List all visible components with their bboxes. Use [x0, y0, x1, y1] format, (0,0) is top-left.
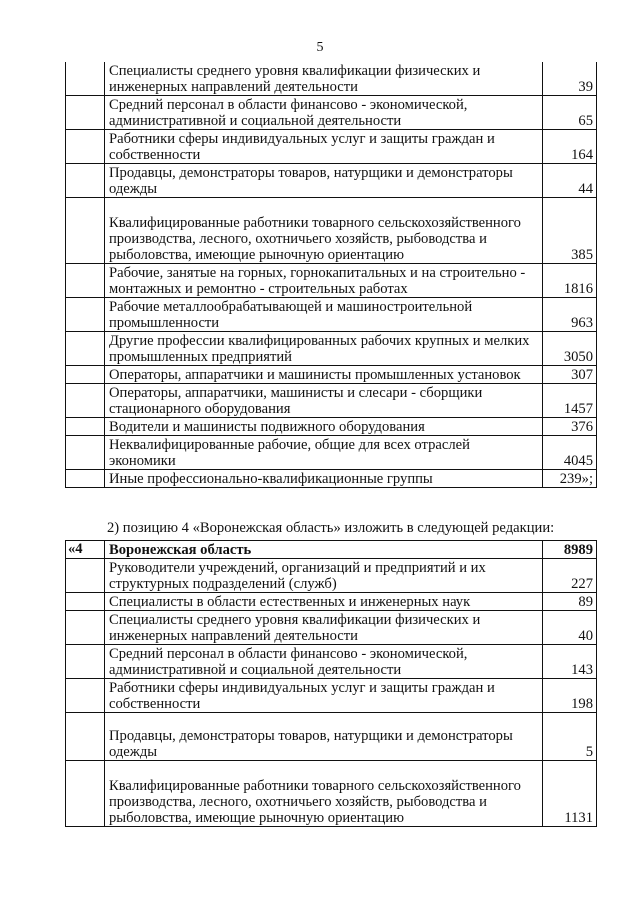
- row-number-cell: [66, 559, 105, 593]
- quota-value-cell: 164: [543, 130, 597, 164]
- quota-value-cell: 44: [543, 164, 597, 198]
- occupation-name-cell: Неквалифицированные рабочие, общие для всех отраслей экономики: [105, 436, 543, 470]
- quota-value-cell: 227: [543, 559, 597, 593]
- row-number-cell: [66, 679, 105, 713]
- table-row: [66, 62, 597, 96]
- occupation-name-cell: Операторы, аппаратчики и машинисты промышленных установок: [105, 366, 543, 384]
- quota-value-cell: 4045: [543, 436, 597, 470]
- table-row: [66, 611, 597, 645]
- row-number-cell: [66, 713, 105, 761]
- quota-value-cell: 963: [543, 298, 597, 332]
- occupation-name-cell: Рабочие металлообрабатывающей и машиностроительной промышленности: [105, 298, 543, 332]
- row-number-cell: [66, 62, 105, 96]
- table-row: [66, 366, 597, 384]
- quota-value-cell: 5: [543, 713, 597, 761]
- row-number-cell: [66, 130, 105, 164]
- occupation-name-cell: Специалисты среднего уровня квалификации физических и инженерных направлений деятельности: [105, 611, 543, 645]
- row-number-cell: [66, 264, 105, 298]
- row-number-cell: [66, 332, 105, 366]
- quota-value-cell: 65: [543, 96, 597, 130]
- occupation-name-cell: Воронежская область: [105, 541, 543, 559]
- page-number: 5: [316, 40, 324, 55]
- quota-value-cell: 1457: [543, 384, 597, 418]
- row-number-cell: [66, 96, 105, 130]
- quota-value-cell: 89: [543, 593, 597, 611]
- quota-value-cell: 1816: [543, 264, 597, 298]
- table-row: [66, 164, 597, 198]
- occupation-name-cell: Продавцы, демонстраторы товаров, натурщики и демонстраторы одежды: [105, 164, 543, 198]
- occupation-name-cell: Средний персонал в области финансово - экономической, административной и социальной деятельности: [105, 645, 543, 679]
- occupation-name-cell: Специалисты в области естественных и инженерных наук: [105, 593, 543, 611]
- quota-value-cell: 307: [543, 366, 597, 384]
- quota-value-cell: 1131: [543, 761, 597, 827]
- quota-value-cell: 8989: [543, 541, 597, 559]
- occupation-name-cell: Операторы, аппаратчики, машинисты и слесари - сборщики стационарного оборудования: [105, 384, 543, 418]
- table-row: [66, 645, 597, 679]
- table-row: [66, 679, 597, 713]
- occupation-name-cell: Руководители учреждений, организаций и предприятий и их структурных подразделений (служб): [105, 559, 543, 593]
- table-row: [66, 436, 597, 470]
- table-row: [66, 198, 597, 264]
- occupation-name-cell: Рабочие, занятые на горных, горнокапитальных и на строительно - монтажных и ремонтно - строительных работах: [105, 264, 543, 298]
- row-number-cell: [66, 198, 105, 264]
- quota-value-cell: 39: [543, 62, 597, 96]
- row-number-cell: [66, 611, 105, 645]
- row-number-cell: [66, 436, 105, 470]
- row-number-cell: [66, 164, 105, 198]
- row-number-cell: [66, 761, 105, 827]
- table-row: [66, 130, 597, 164]
- table-row: [66, 264, 597, 298]
- quota-value-cell: 40: [543, 611, 597, 645]
- quota-value-cell: 3050: [543, 332, 597, 366]
- quota-value-cell: 385: [543, 198, 597, 264]
- occupation-name-cell: Другие профессии квалифицированных рабочих крупных и мелких промышленных предприятий: [105, 332, 543, 366]
- table-row: [66, 559, 597, 593]
- table-row: [66, 96, 597, 130]
- occupation-name-cell: Квалифицированные работники товарного сельскохозяйственного производства, лесного, охотничьего хозяйств, рыбоводства и рыболовства, имеющие рыночную ориентацию: [105, 761, 543, 827]
- row-number-cell: [66, 366, 105, 384]
- table-row: [66, 470, 597, 488]
- row-number-cell: [66, 593, 105, 611]
- table-row: [66, 418, 597, 436]
- occupation-name-cell: Работники сферы индивидуальных услуг и защиты граждан и собственности: [105, 130, 543, 164]
- occupation-name-cell: Работники сферы индивидуальных услуг и защиты граждан и собственности: [105, 679, 543, 713]
- quota-value-cell: 198: [543, 679, 597, 713]
- row-number-cell: [66, 470, 105, 488]
- table-row: [66, 298, 597, 332]
- quota-value-cell: 239»;: [543, 470, 597, 488]
- occupations-table-continued: [65, 62, 597, 488]
- amendment-paragraph: 2) позицию 4 «Воронежская область» изложить в следующей редакции:: [107, 520, 555, 536]
- row-number-cell: [66, 418, 105, 436]
- row-number-cell: «4: [66, 541, 105, 559]
- occupation-name-cell: Водители и машинисты подвижного оборудования: [105, 418, 543, 436]
- occupation-name-cell: Иные профессионально-квалификационные группы: [105, 470, 543, 488]
- table-row: [66, 713, 597, 761]
- table-row: [66, 593, 597, 611]
- row-number-cell: [66, 645, 105, 679]
- quota-value-cell: 376: [543, 418, 597, 436]
- row-number-cell: [66, 384, 105, 418]
- table-row: [66, 761, 597, 827]
- occupation-name-cell: Продавцы, демонстраторы товаров, натурщики и демонстраторы одежды: [105, 713, 543, 761]
- quota-value-cell: 143: [543, 645, 597, 679]
- table-row: [66, 332, 597, 366]
- table-row: [66, 384, 597, 418]
- voronezh-region-table: [65, 540, 597, 827]
- row-number-cell: [66, 298, 105, 332]
- occupation-name-cell: Специалисты среднего уровня квалификации физических и инженерных направлений деятельности: [105, 62, 543, 96]
- table-row: [66, 541, 597, 559]
- occupation-name-cell: Средний персонал в области финансово - экономической, административной и социальной деятельности: [105, 96, 543, 130]
- occupation-name-cell: Квалифицированные работники товарного сельскохозяйственного производства, лесного, охотничьего хозяйств, рыбоводства и рыболовства, имеющие рыночную ориентацию: [105, 198, 543, 264]
